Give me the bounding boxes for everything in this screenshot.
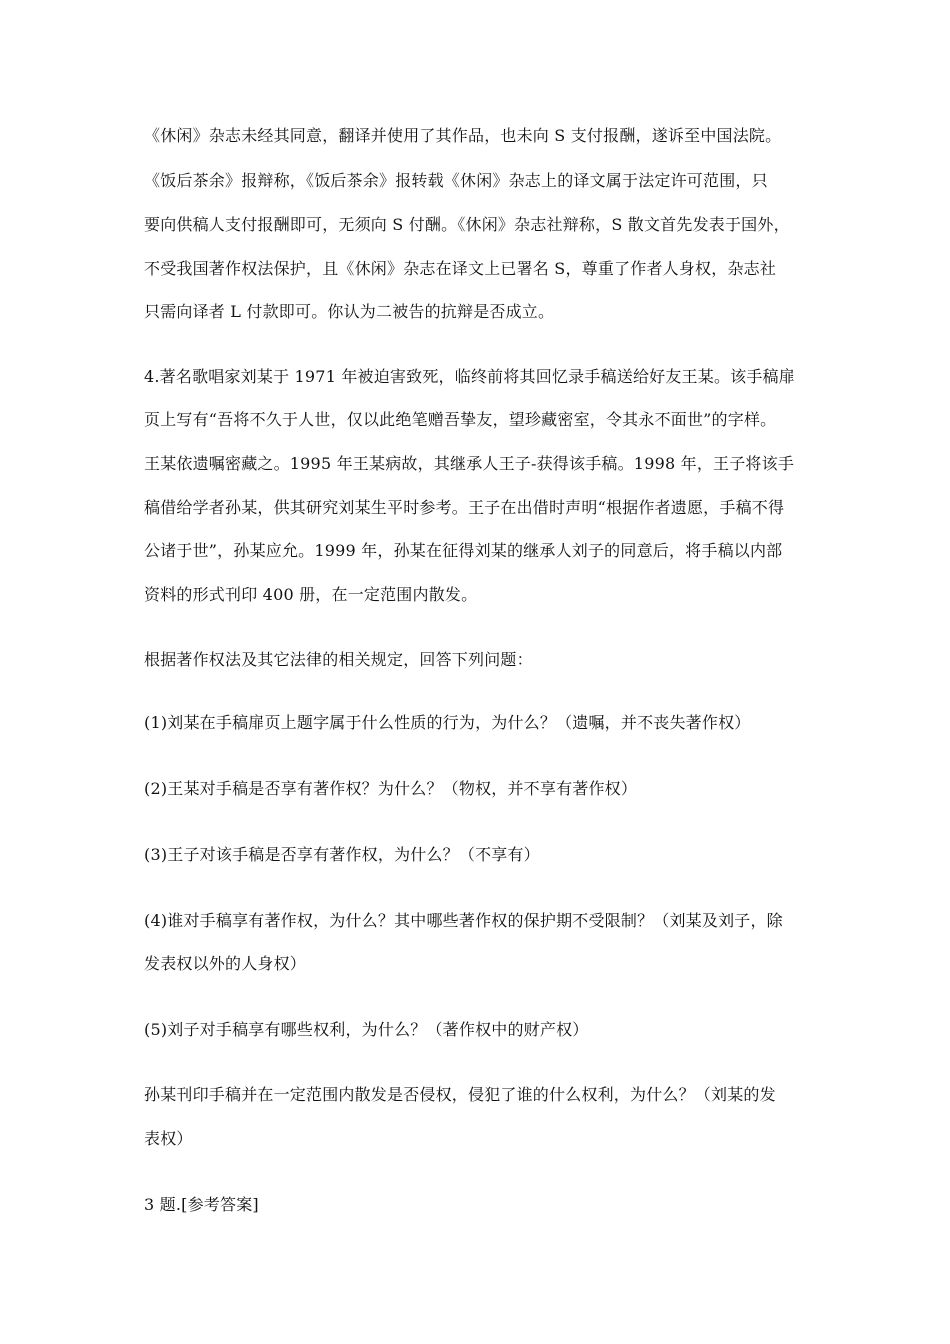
text-line: 页上写有“吾将不久于人世，仅以此绝笔赠吾挚友，望珍藏密室，令其永不面世”的字样。 xyxy=(144,410,777,429)
text-line: 4.著名歌唱家刘某于 1971 年被迫害致死，临终前将其回忆录手稿送给好友王某。该手稿扉 xyxy=(144,367,795,386)
question-line: 孙某刊印手稿并在一定范围内散发是否侵权，侵犯了谁的什么权利，为什么？（刘某的发 xyxy=(144,1085,776,1104)
question-line: (2)王某对手稿是否享有著作权？为什么？（物权，并不享有著作权） xyxy=(144,779,638,798)
question-line: (3)王子对该手稿是否享有著作权，为什么？（不享有） xyxy=(144,845,540,864)
question-line: 发表权以外的人身权） xyxy=(144,954,307,973)
text-line: 《休闲》杂志未经其同意，翻译并使用了其作品，也未向 S 支付报酬，遂诉至中国法院。 xyxy=(144,126,782,145)
text-line: 王某依遗嘱密藏之。1995 年王某病故，其继承人王子-获得该手稿。1998 年，王子将该手 xyxy=(144,454,795,473)
text-line: 稿借给学者孙某，供其研究刘某生平时参考。王子在出借时声明“根据作者遗愿，手稿不得 xyxy=(144,498,785,517)
question-line: (1)刘某在手稿扉页上题字属于什么性质的行为，为什么？（遗嘱，并不丧失著作权） xyxy=(144,713,751,732)
text-line: 只需向译者 L 付款即可。你认为二被告的抗辩是否成立。 xyxy=(144,302,555,321)
question-line: (5)刘子对手稿享有哪些权利，为什么？（著作权中的财产权） xyxy=(144,1020,589,1039)
text-line: 不受我国著作权法保护，且《休闲》杂志在译文上已署名 S，尊重了作者人身权，杂志社 xyxy=(144,259,777,278)
text-line: 根据著作权法及其它法律的相关规定，回答下列问题： xyxy=(144,650,533,669)
text-line: 资料的形式刊印 400 册，在一定范围内散发。 xyxy=(144,585,478,604)
question-line: (4)谁对手稿享有著作权，为什么？其中哪些著作权的保护期不受限制？（刘某及刘子，除 xyxy=(144,911,783,930)
text-line: 《饭后茶余》报辩称，《饭后茶余》报转载《休闲》杂志上的译文属于法定许可范围，只 xyxy=(144,171,768,190)
text-line: 要向供稿人支付报酬即可，无须向 S 付酬。《休闲》杂志社辩称，S 散文首先发表于国外， xyxy=(144,215,790,234)
answer-heading: 3 题.[参考答案] xyxy=(144,1195,259,1214)
question-line: 表权） xyxy=(144,1129,193,1148)
text-line: 公诸于世”，孙某应允。1999 年，孙某在征得刘某的继承人刘子的同意后，将手稿以内部 xyxy=(144,541,783,560)
